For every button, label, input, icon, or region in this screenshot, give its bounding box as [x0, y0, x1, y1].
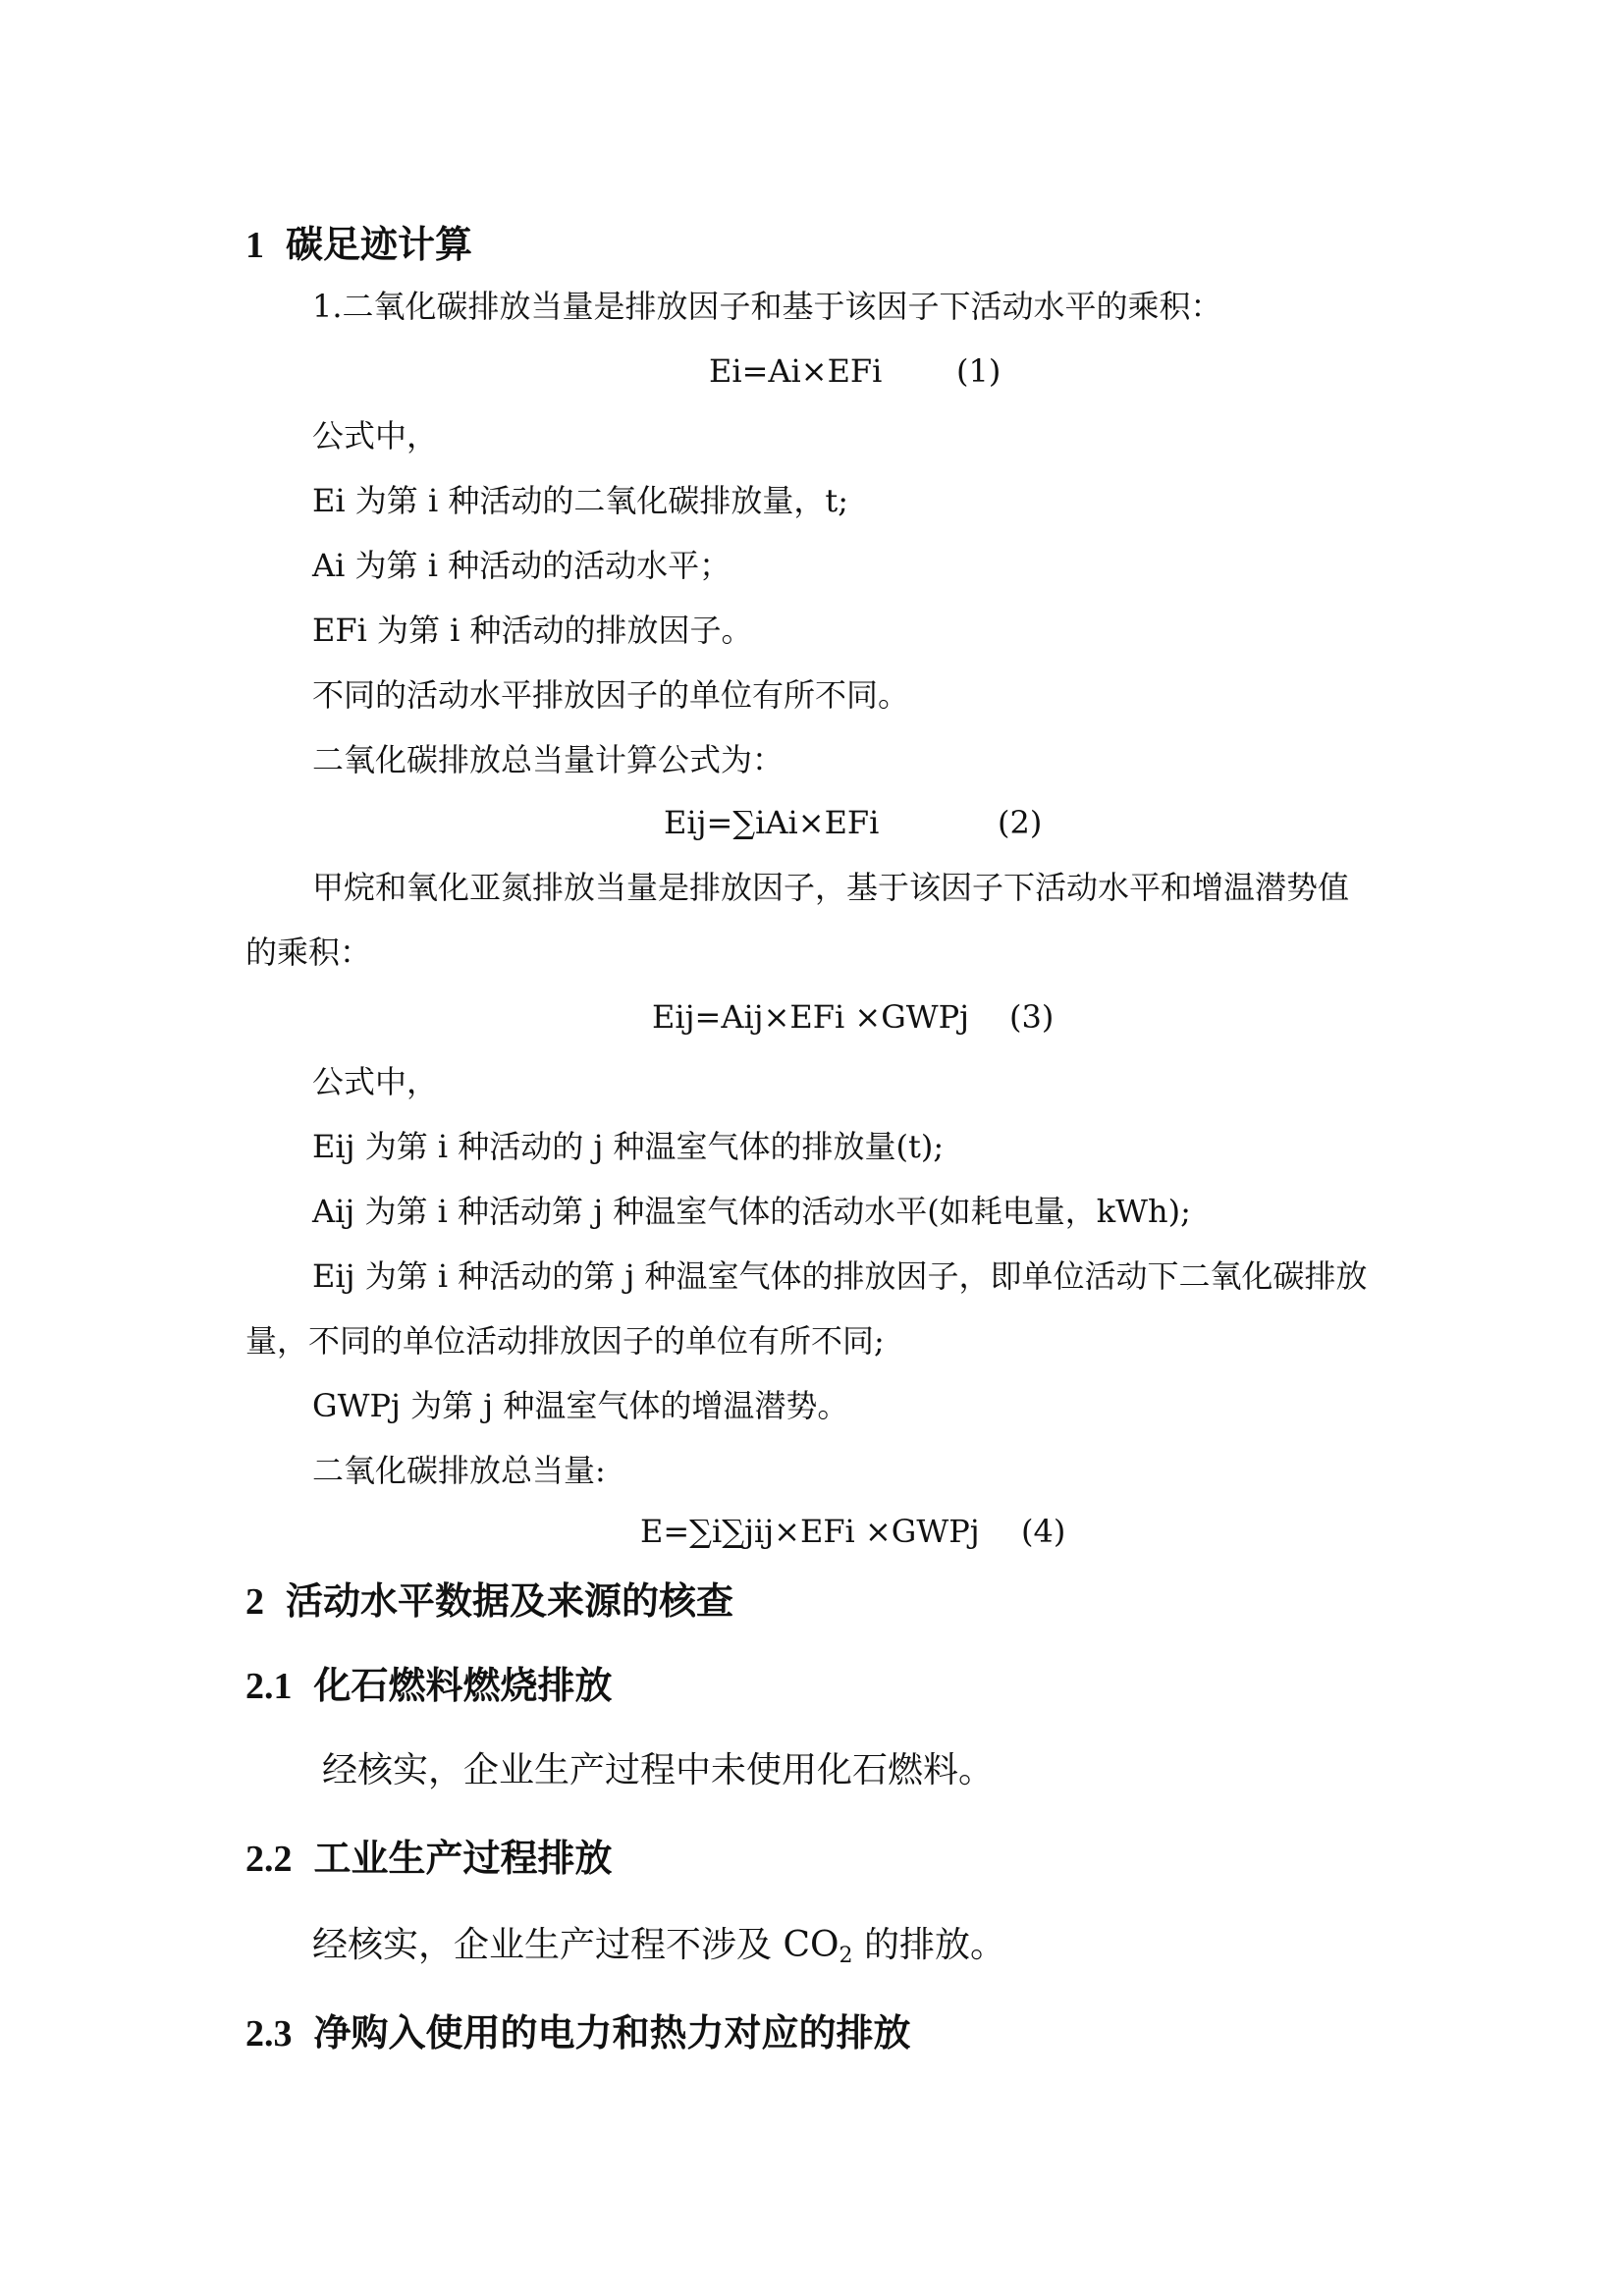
paragraph-ch4-n2o-line1: 甲烷和氧化亚氮排放当量是排放因子，基于该因子下活动水平和增温潜势值: [312, 869, 1350, 906]
formula-where-label: 公式中，: [312, 1063, 439, 1100]
definition-ei: Ei 为第 i 种活动的二氧化碳排放量，t;: [312, 482, 848, 519]
equation-formula: E=∑i∑jij×EFi ×GWPj: [640, 1513, 980, 1550]
text-prefix: 经核实，企业生产过程不涉及 CO: [312, 1925, 839, 1965]
paragraph-fossil-fuel-check: 经核实，企业生产过程中未使用化石燃料。: [322, 1750, 995, 1790]
section-heading-2-1: [245, 1663, 613, 1709]
section-heading-1: [245, 222, 472, 268]
section-title: 净购入使用的电力和热力对应的排放: [313, 2010, 911, 2055]
paragraph-total-equivalent: 二氧化碳排放总当量:: [312, 1452, 606, 1489]
equation-formula: Eij=Aij×EFi ×GWPj: [652, 998, 970, 1036]
definition-efi: EFi 为第 i 种活动的排放因子。: [312, 612, 753, 649]
paragraph-ch4-n2o-line2: 的乘积：: [245, 934, 372, 971]
definition-aij: Aij 为第 i 种活动第 j 种温室气体的活动水平(如耗电量，kWh);: [312, 1193, 1191, 1230]
equation-3: [652, 997, 1064, 1037]
paragraph-co2-definition: 1.二氧化碳排放当量是排放因子和基于该因子下活动水平的乘积：: [312, 288, 1222, 325]
formula-where-label: 公式中，: [312, 417, 439, 454]
section-title: 化石燃料燃烧排放: [313, 1663, 613, 1707]
definition-ai: Ai 为第 i 种活动的活动水平；: [312, 547, 731, 584]
section-number: 2.1: [245, 1666, 293, 1707]
paragraph-industrial-process-check: [312, 1924, 1005, 1967]
paragraph-total-formula: 二氧化碳排放总当量计算公式为：: [312, 741, 785, 778]
section-heading-2-3: [245, 2010, 911, 2056]
equation-number: (1): [956, 352, 1001, 390]
equation-formula: Ei=Ai×EFi: [709, 352, 883, 390]
section-number: 2.2: [245, 1839, 293, 1880]
equation-number: (4): [1021, 1513, 1066, 1550]
equation-number: (2): [998, 804, 1043, 841]
co2-subscript: 2: [839, 1944, 853, 1968]
section-heading-2-2: [245, 1836, 613, 1882]
equation-formula: Eij=∑iAi×EFi: [664, 804, 880, 841]
section-number: 1: [245, 225, 264, 266]
definition-emission-factor-line1: Eij 为第 i 种活动的第 j 种温室气体的排放因子，即单位活动下二氧化碳排放: [312, 1257, 1368, 1295]
section-title: 工业生产过程排放: [313, 1836, 613, 1880]
section-heading-2: [245, 1578, 733, 1625]
section-number: 2.3: [245, 2013, 293, 2055]
definition-emission-factor-line2: 量，不同的单位活动排放因子的单位有所不同;: [245, 1322, 885, 1360]
text-suffix: 的排放。: [852, 1925, 1005, 1965]
equation-number: (3): [1009, 998, 1055, 1036]
section-number: 2: [245, 1581, 264, 1623]
equation-4: [640, 1512, 1072, 1551]
paragraph-units: 不同的活动水平排放因子的单位有所不同。: [312, 676, 910, 714]
equation-2: [664, 803, 1056, 842]
definition-eij: Eij 为第 i 种活动的 j 种温室气体的排放量(t);: [312, 1128, 945, 1165]
equation-1: [709, 351, 1003, 391]
section-title: 碳足迹计算: [286, 222, 473, 266]
section-title: 活动水平数据及来源的核查: [286, 1578, 734, 1623]
definition-gwpj: GWPj 为第 j 种温室气体的增温潜势。: [312, 1387, 849, 1424]
